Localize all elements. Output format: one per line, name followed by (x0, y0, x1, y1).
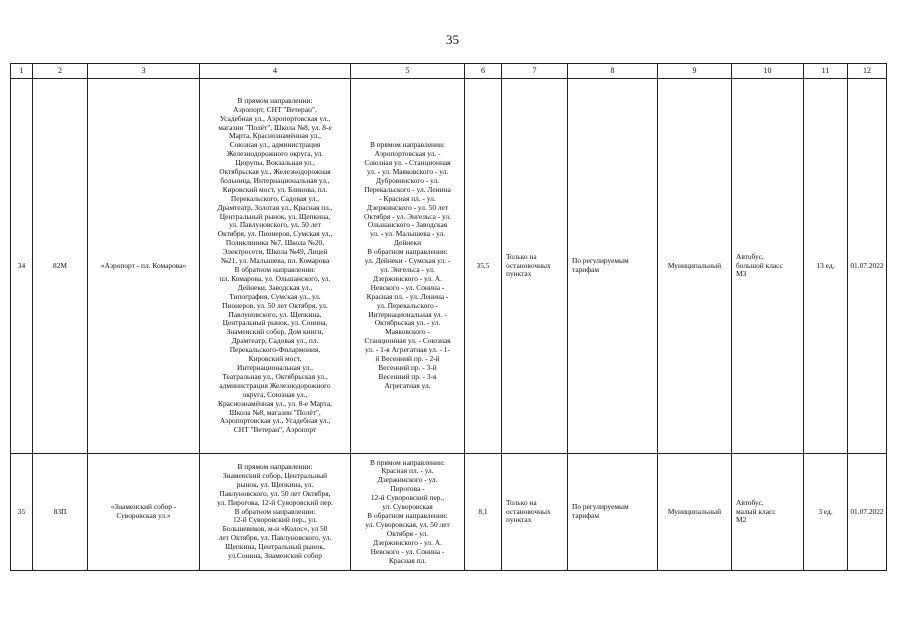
column-number: 3 (88, 64, 200, 79)
column-number: 11 (804, 64, 848, 79)
route-type: Муниципальный (658, 454, 732, 571)
page-number: 35 (446, 32, 459, 47)
boarding-order: Только на остановочных пунктах (502, 454, 568, 571)
vehicle-count: 13 ед. (804, 79, 848, 454)
vehicle-count: 3 ед. (804, 454, 848, 571)
column-number-row (11, 64, 887, 79)
column-number: 10 (732, 64, 804, 79)
boarding-order: Только на остановочных пунктах (502, 79, 568, 454)
start-date: 01.07.2022 (848, 454, 887, 571)
column-number: 8 (568, 64, 658, 79)
tariff-type: По регулируемым тарифам (568, 79, 658, 454)
column-number: 2 (33, 64, 88, 79)
column-number: 1 (11, 64, 33, 79)
column-number: 9 (658, 64, 732, 79)
routes-table (10, 63, 887, 571)
column-number: 7 (502, 64, 568, 79)
table-row (11, 79, 887, 454)
vehicle-class: Автобус, большой класс М3 (732, 79, 804, 454)
tariff-type: По регулируемым тарифам (568, 454, 658, 571)
row-index: 34 (11, 79, 33, 454)
start-date: 01.07.2022 (848, 79, 887, 454)
route-number: 82М (33, 79, 88, 454)
column-number: 6 (465, 64, 502, 79)
row-index: 35 (11, 454, 33, 571)
route-roads-list: В прямом направлении: Красная пл. - ул. Дзержинского - ул. Пирогова - 12-й Суворовский пер., ул. Суворовская В обратном направлении: ул. Суворовская, ул. 50 лет Октября - ул. Дзержинского - ул. А. Невского - ул. Сонина - Красная пл. (351, 454, 465, 571)
route-name: «Аэропорт - пл. Комарова» (88, 79, 200, 454)
route-stops-list: В прямом направлении: Знаменский собор, Центральный рынок, ул. Щепкина, ул. Павлуновского, ул. 50 лет Октября, ул. Пирогова, 12-й Суворовский пер. В обратном направлении: 12-й Суворовский пер., ул. Большевиков, м-н «Колос», ул 50 лет Октября, ул. Павлуновского, ул. Щепкина, Центральный рынок, ул.Сонина, Знаменский собор (200, 454, 351, 571)
column-number: 12 (848, 64, 887, 79)
column-number: 4 (200, 64, 351, 79)
route-stops-list: В прямом направлении: Аэропорт, СНТ "Ветеран", Усадебная ул., Аэропортовская ул., магазин "Полёт", Школа №8, ул. 8-е Марта, Краснознамённая ул., Союзная ул., администрация Железнодорожного округа, ул. Цюрупы, Вокзальная ул., Октябрьская ул., Железнодорожная больница, Интернациональная ул., Кировский мост, ул. Блинова, пл. Перекальского, Садовая ул., Драмтеатр, Золотая ул., Красная пл., Центральный рынок, ул. Щепкина, ул. Павлуновского, ул. 50 лет Октября, ул. Пионеров, Сумская ул., Поликлиника №7, Школа №20, Электросети, Школа №49, Лицей №21, ул. Малышева, пл. Комарова В обратном направлении: пл. Комарова, ул. Ольшанского, ул. Дейнеки, Заводская ул., Типография, Сумская ул., ул. Пионеров, ул. 50 лет Октября, ул. Павлуновского, ул. Щепкина, Центральный рынок, ул. Сонина, Знаменский собор, Дом книги, Драмтеатр, Садовая ул., пл. Перекальского-Филармония, Кировский мост, Интернациональная ул., Театральная ул., Октябрьская ул., администрация Железнодорожного округа, Союзная ул., Краснознамённая ул., ул. 8-е Марта, Школа №8, магазин "Полёт", Аэропортовская ул., Усадебная ул., СНТ "Ветеран", Аэропорт (200, 79, 351, 454)
column-number: 5 (351, 64, 465, 79)
table-row (11, 454, 887, 571)
route-number: 83П (33, 454, 88, 571)
vehicle-class: Автобус, малый класс М2 (732, 454, 804, 571)
route-length: 8,1 (465, 454, 502, 571)
route-length: 35,5 (465, 79, 502, 454)
route-type: Муниципальный (658, 79, 732, 454)
route-roads-list: В прямом направлении: Аэропортовская ул. - Союзная ул. - Станционная ул. - ул. Маяковского - ул. Дубровинского - ул. Перекальского - ул. Ленина - Красная пл. - ул. Дзержинского - ул. 50 лет Октября - ул. Энгельса - ул. Ольшанского - Заводская ул. - ул. Малышева - ул. Дейнеки В обратном направлении: ул. Дейнеки - Сумская ул. - ул. Энгельса - ул. Дзержинского - ул. А. Невского - ул. Сонина - Красная пл. - ул. Ленина - ул. Перекальского - Интернациональная ул. - Октябрьская ул. - ул. Маяковского - Станционная ул. - Союзная ул. - 1-я Агрегатная ул. - 1- й Весенний пр. - 2-й Весенний пр. - 3-й Весенний пр. - 3-я Агрегатная ул. (351, 79, 465, 454)
route-name: «Знаменский собор - Суворовская ул.» (88, 454, 200, 571)
